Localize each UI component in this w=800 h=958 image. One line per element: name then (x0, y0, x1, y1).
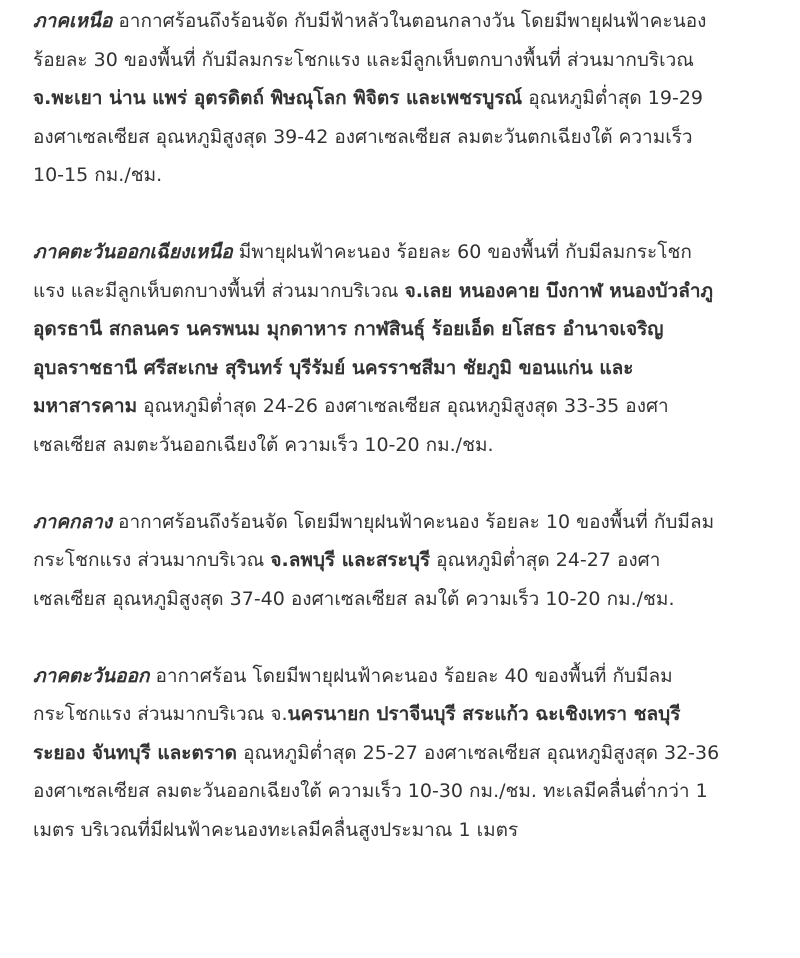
forecast-paragraph-northeast (33, 233, 723, 464)
affected-areas: จ.เลย หนองคาย บึงกาฬ หนองบัวลำภู อุดรธานี สกลนคร นครพนม มุกดาหาร กาฬสินธุ์ ร้อยเอ็ด ยโสธร อำนาจเจริญ อุบลราชธานี ศรีสะเกษ สุรินทร์ บุรีรัมย์ นครราชสีมา ชัยภูมิ ขอนแก่น และมหาสารคาม (33, 279, 714, 417)
affected-areas: นครนายก ปราจีนบุรี สระแก้ว ฉะเชิงเทรา ชลบุรี ระยอง จันทบุรี และตราด (33, 703, 681, 764)
forecast-text: อุณหภูมิต่ำสุด 19-29 องศาเซลเซียส อุณหภูมิสูงสุด 39-42 องศาเซลเซียส ลมตะวันตกเฉียงใต้ ความเร็ว 10-15 กม./ชม. (33, 87, 704, 186)
forecast-paragraph-central (33, 503, 723, 619)
region-name: ภาคกลาง (33, 510, 112, 533)
forecast-text: อากาศร้อน โดยมีพายุฝนฟ้าคะนอง ร้อยละ 40 ของพื้นที่ กับมีลมกระโชกแรง ส่วนมากบริเวณ จ. (33, 664, 673, 725)
affected-areas: จ.พะเยา น่าน แพร่ อุตรดิตถ์ พิษณุโลก พิจิตร และเพชรบูรณ์ (33, 87, 523, 109)
forecast-text: อากาศร้อนถึงร้อนจัด โดยมีพายุฝนฟ้าคะนอง ร้อยละ 10 ของพื้นที่ กับมีลมกระโชกแรง ส่วนมากบริเวณ (33, 510, 715, 571)
affected-areas: จ.ลพบุรี และสระบุรี (270, 549, 431, 571)
forecast-text: อุณหภูมิต่ำสุด 24-26 องศาเซลเซียส อุณหภูมิสูงสุด 33-35 องศาเซลเซียส ลมตะวันออกเฉียงใต้ ความเร็ว 10-20 กม./ชม. (33, 395, 669, 456)
forecast-text: อุณหภูมิต่ำสุด 24-27 องศาเซลเซียส อุณหภูมิสูงสุด 37-40 องศาเซลเซียส ลมใต้ ความเร็ว 10-20 กม./ชม. (33, 549, 675, 610)
region-name: ภาคตะวันออกเฉียงเหนือ (33, 241, 233, 263)
forecast-text: มีพายุฝนฟ้าคะนอง ร้อยละ 60 ของพื้นที่ กับมีลมกระโชกแรง และมีลูกเห็บตกบางพื้นที่ ส่วนมากบริเวณ (33, 241, 692, 302)
forecast-paragraph-north (33, 0, 723, 195)
forecast-paragraph-east (33, 657, 723, 850)
forecast-text: อุณหภูมิต่ำสุด 25-27 องศาเซลเซียส อุณหภูมิสูงสุด 32-36 องศาเซลเซียส ลมตะวันออกเฉียงใต้ ความเร็ว 10-30 กม./ชม. ทะเลมีคลื่นต่ำกว่า 1 เมตร บริเวณที่มีฝนฟ้าคะนองทะเลมีคลื่นสูงประมาณ 1 เมตร (33, 741, 720, 841)
region-name: ภาคตะวันออก (33, 664, 150, 687)
forecast-article (33, 0, 768, 888)
forecast-text: อากาศร้อนถึงร้อนจัด กับมีฟ้าหลัวในตอนกลางวัน โดยมีพายุฝนฟ้าคะนอง ร้อยละ 30 ของพื้นที่ กับมีลมกระโชกแรง และมีลูกเห็บตกบางพื้นที่ ส่วนมากบริเวณ (33, 10, 707, 71)
region-name: ภาคเหนือ (33, 10, 113, 32)
